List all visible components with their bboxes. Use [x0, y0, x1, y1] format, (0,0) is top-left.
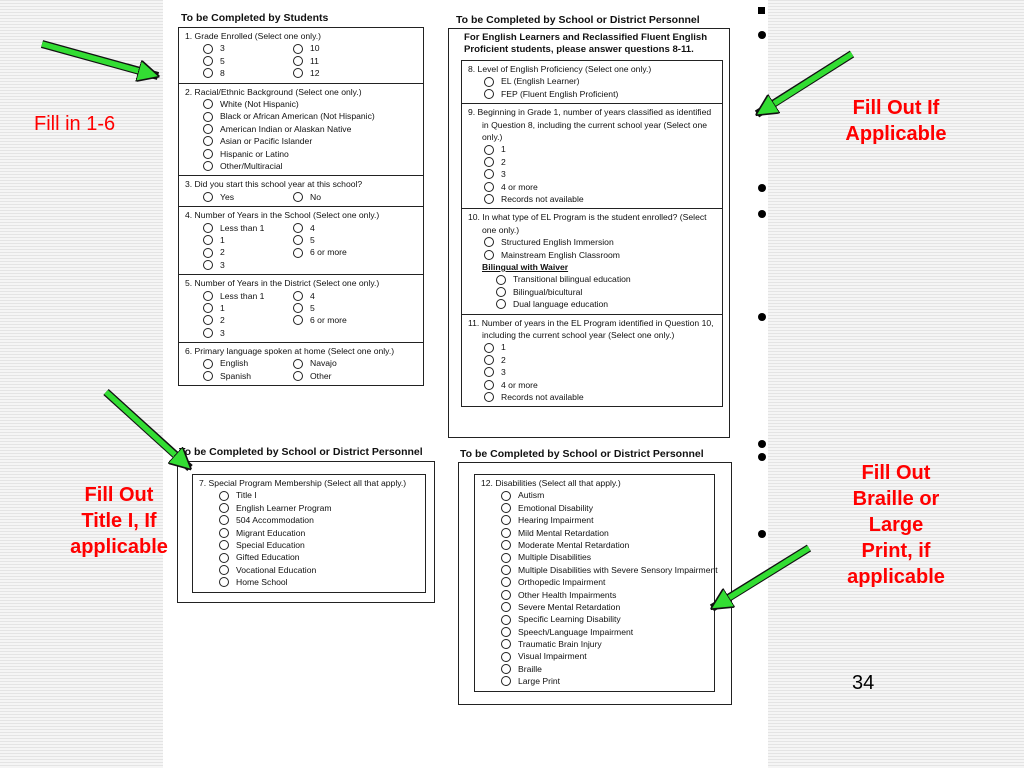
fill-in-note: Fill in 1-6	[34, 113, 116, 135]
option-label: White (Not Hispanic)	[220, 98, 299, 109]
option-label: 8	[220, 68, 225, 79]
option-label: Other Health Impairments	[518, 589, 617, 600]
option-label: Records not available	[501, 193, 584, 204]
option-label: Navajo	[310, 358, 337, 369]
option-label: Gifted Education	[236, 552, 300, 563]
section-title: To be Completed by Students	[181, 12, 329, 24]
question-8: 8. Level of English Proficiency (Select one only.) EL (English Learner) FEP (Fluent English Proficient)	[462, 61, 722, 104]
option-label: Severe Mental Retardation	[518, 601, 621, 612]
option-label: 11	[310, 55, 319, 66]
option-label: 5	[310, 234, 315, 245]
bullet	[758, 530, 766, 538]
option-label: Orthopedic Impairment	[518, 577, 606, 588]
option-label: Special Education	[236, 539, 305, 550]
option-label: Other/Multiracial	[220, 160, 283, 171]
option-label: American Indian or Alaskan Native	[220, 123, 352, 134]
option-label: 6 or more	[310, 315, 347, 326]
option-label: 2	[220, 247, 225, 258]
bilingual-subheading: Bilingual with Waiver	[482, 261, 569, 272]
option-label: 3	[501, 169, 506, 180]
braille-note: Fill Out Braille or Large Print, if applicable	[847, 462, 945, 588]
question-11: 11. Number of years in the EL Program identified in Question 10, including the current school year (Select one only.) 1 2 3 4 or more Records not available	[462, 315, 722, 407]
option-label: 6 or more	[310, 247, 347, 258]
option-label: Spanish	[220, 370, 252, 381]
option-label: Migrant Education	[236, 527, 306, 538]
option-label: Hearing Impairment	[518, 515, 594, 526]
option-label: Mild Mental Retardation	[518, 527, 609, 538]
option-label: 4	[310, 290, 315, 301]
section-title: To be Completed by School or District Personnel	[456, 14, 700, 26]
option-label: 4 or more	[501, 181, 538, 192]
bullet	[758, 210, 766, 218]
option-label: Title I	[236, 490, 257, 501]
option-label: Large Print	[518, 676, 561, 687]
question-5: 5. Number of Years in the District (Select one only.) Less than 1 4 1 5 2 6 or more 3	[179, 275, 423, 343]
option-label: Home School	[236, 577, 288, 588]
option-label: Other	[310, 370, 332, 381]
option-label: 1	[220, 234, 225, 245]
option-label: 5	[220, 55, 225, 66]
option-label: 1	[501, 144, 506, 155]
option-label: Yes	[220, 191, 235, 202]
option-label: Vocational Education	[236, 564, 317, 575]
option-label: Moderate Mental Retardation	[518, 539, 630, 550]
option-label: 10	[310, 43, 320, 54]
section-title: To be Completed by School or District Personnel	[179, 446, 423, 458]
option-label: 504 Accommodation	[236, 515, 314, 526]
bullet	[758, 184, 766, 192]
question-1: 1. Grade Enrolled (Select one only.) 3 10 5 11 8 12	[179, 28, 423, 84]
option-label: 3	[220, 43, 225, 54]
option-label: FEP (Fluent English Proficient)	[501, 88, 619, 99]
option-label: 3	[220, 327, 225, 338]
bullet	[758, 31, 766, 39]
option-label: 4 or more	[501, 379, 538, 390]
option-label: No	[310, 191, 321, 202]
el-intro: For English Learners and Reclassified Fluent English Proficient students, please answer questions 8-11.	[464, 32, 708, 55]
option-label: Braille	[518, 663, 542, 674]
option-label: 1	[501, 342, 506, 353]
option-label: Structured English Immersion	[501, 237, 614, 248]
slide-bullets	[758, 0, 772, 768]
option-label: Specific Learning Disability	[518, 614, 621, 625]
option-label: Transitional bilingual education	[513, 274, 631, 285]
option-label: 3	[501, 367, 506, 378]
option-label: English	[220, 358, 249, 369]
option-label: 5	[310, 302, 315, 313]
question-7: 7. Special Program Membership (Select all that apply.) Title I English Learner Program 504 Accommodation Migrant Education Special Education Gifted Education Vocational Education Home School	[193, 475, 425, 592]
option-label: Speech/Language Impairment	[518, 626, 634, 637]
option-label: Black or African American (Not Hispanic)	[220, 111, 375, 122]
question-2: 2. Racial/Ethnic Background (Select one only.) White (Not Hispanic) Black or African American (Not Hispanic) American Indian or Alaskan Native Asian or Pacific Islander Hispanic or Latino Other/Multiracial	[179, 84, 423, 177]
bullet	[758, 453, 766, 461]
arrow-to-students	[42, 44, 150, 74]
option-label: English Learner Program	[236, 502, 332, 513]
option-label: Less than 1	[220, 222, 265, 233]
question-12: 12. Disabilities (Select all that apply.) Autism Emotional Disability Hearing Impairment Mild Mental Retardation Moderate Mental Retardation Multiple Disabilities Multiple Disabilities with Severe Sensory Impairment Orthopedic Impairment Other Health Impairments Severe Mental Retardation Specific Learning Disability Speech/Language Impairment Traumatic Brain Injury Visual Impairment Braille Large Print	[481, 478, 718, 687]
option-label: Bilingual/bicultural	[513, 286, 583, 297]
option-label: 2	[501, 354, 506, 365]
question-3: 3. Did you start this school year at this school? Yes No	[179, 176, 423, 207]
option-label: Records not available	[501, 391, 584, 402]
question-9: 9. Beginning in Grade 1, number of years classified as identified in Question 8, including the current school year (Select one only.) 1 2 3 4 or more Records not available	[462, 104, 722, 209]
title-one-note: Fill Out Title I, If applicable	[70, 484, 168, 558]
option-label: Visual Impairment	[518, 651, 587, 662]
arrow-to-el	[764, 54, 852, 110]
option-label: Multiple Disabilities	[518, 552, 592, 563]
question-6: 6. Primary language spoken at home (Select one only.) English Navajo Spanish Other	[179, 343, 423, 385]
option-label: 2	[501, 156, 506, 167]
section-title: To be Completed by School or District Personnel	[460, 448, 704, 460]
bullet	[758, 313, 766, 321]
bullet	[758, 7, 765, 14]
option-label: Dual language education	[513, 299, 609, 310]
option-label: Multiple Disabilities with Severe Sensory Impairment	[518, 564, 718, 575]
option-label: 3	[220, 259, 225, 270]
option-label: 4	[310, 222, 315, 233]
option-label: Asian or Pacific Islander	[220, 136, 313, 147]
option-label: 1	[220, 302, 225, 313]
option-label: Emotional Disability	[518, 502, 593, 513]
option-label: Mainstream English Classroom	[501, 249, 620, 260]
option-label: Hispanic or Latino	[220, 148, 289, 159]
option-label: 12	[310, 68, 320, 79]
question-4: 4. Number of Years in the School (Select one only.) Less than 1 4 1 5 2 6 or more 3	[179, 207, 423, 275]
question-10: 10. In what type of EL Program is the student enrolled? (Select one only.) Structured English Immersion Mainstream English Classroom Bilingual with Waiver Transitional bilingual education Bilingual/bicultural Dual language education	[462, 209, 722, 314]
option-label: Autism	[518, 490, 545, 501]
option-label: Less than 1	[220, 290, 265, 301]
fill-if-applicable-note: Fill Out If Applicable	[845, 97, 947, 145]
page-number: 34	[852, 672, 875, 694]
option-label: Traumatic Brain Injury	[518, 639, 602, 650]
arrow-to-special	[106, 392, 184, 463]
option-label: 2	[220, 315, 225, 326]
option-label: EL (English Learner)	[501, 76, 580, 87]
bullet	[758, 440, 766, 448]
